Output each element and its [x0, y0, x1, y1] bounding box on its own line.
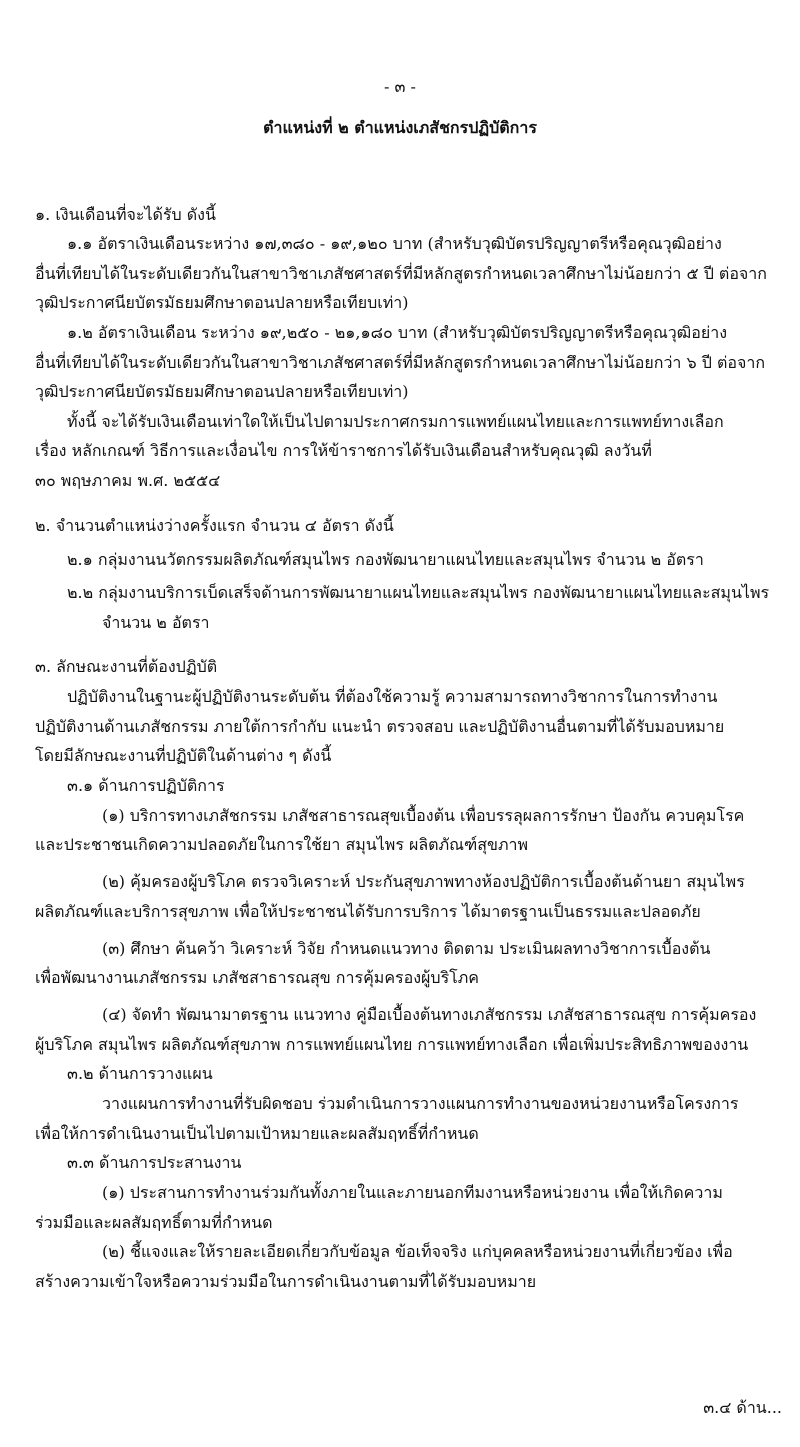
subsection-heading: ๓.๓ ด้านการประสานงาน: [67, 1153, 242, 1172]
section-3-heading: ๓. ลักษณะงานที่ต้องปฏิบัติ: [35, 657, 218, 676]
paragraph-line: สร้างความเข้าใจหรือความร่วมมือในการดำเนินงานตามที่ได้รับมอบหมาย: [35, 1272, 537, 1291]
paragraph-line: อื่นที่เทียบได้ในระดับเดียวกันในสาขาวิชาเภสัชศาสตร์ที่มีหลักสูตรกำหนดเวลาศึกษาไม่น้อยกว่า ๕ ปี ต่อจาก: [35, 264, 767, 283]
paragraph-line: (๒) คุ้มครองผู้บริโภค ตรวจวิเคราะห์ ประกันสุขภาพทางห้องปฏิบัติการเบื้องต้นด้านยา สมุนไพร: [102, 872, 745, 891]
page-title: ตำแหน่งที่ ๒ ตำแหน่งเภสัชกรปฏิบัติการ: [263, 118, 537, 137]
paragraph-line: โดยมีลักษณะงานที่ปฏิบัติในด้านต่าง ๆ ดังนี้: [35, 746, 332, 765]
paragraph-line: ๓๐ พฤษภาคม พ.ศ. ๒๕๕๔: [35, 471, 221, 490]
page-number: - ๓ -: [384, 77, 416, 96]
paragraph-line: (๑) บริการทางเภสัชกรรม เภสัชสาธารณสุขเบื้องต้น เพื่อบรรลุผลการรักษา ป้องกัน ควบคุมโรค: [102, 806, 745, 825]
paragraph-line: ๑.๒ อัตราเงินเดือน ระหว่าง ๑๙,๒๕๐ - ๒๑,๑๘๐ บาท (สำหรับวุฒิบัตรปริญญาตรีหรือคุณวุฒิอย่าง: [67, 323, 728, 342]
paragraph-line: ๒.๒ กลุ่มงานบริการเบ็ดเสร็จด้านการพัฒนายาแผนไทยและสมุนไพร กองพัฒนายาแผนไทยและสมุนไพร: [67, 583, 770, 602]
paragraph-line: เพื่อให้การดำเนินงานเป็นไปตามเป้าหมายและผลสัมฤทธิ์ที่กำหนด: [35, 1124, 479, 1143]
paragraph-line: เพื่อพัฒนางานเภสัชกรรม เภสัชสาธารณสุข การคุ้มครองผู้บริโภค: [35, 968, 479, 987]
section-2-heading: ๒. จำนวนตำแหน่งว่างครั้งแรก จำนวน ๔ อัตรา ดังนี้: [35, 516, 394, 535]
paragraph-line: วุฒิประกาศนียบัตรมัธยมศึกษาตอนปลายหรือเทียบเท่า): [35, 382, 409, 401]
paragraph-line: อื่นที่เทียบได้ในระดับเดียวกันในสาขาวิชาเภสัชศาสตร์ที่มีหลักสูตรกำหนดเวลาศึกษาไม่น้อยกว่า ๖ ปี ต่อจาก: [35, 353, 766, 372]
paragraph-line: ผลิตภัณฑ์และบริการสุขภาพ เพื่อให้ประชาชนได้รับการบริการ ได้มาตรฐานเป็นธรรมและปลอดภัย: [35, 902, 701, 921]
section-1-heading: ๑. เงินเดือนที่จะได้รับ ดังนี้: [35, 205, 216, 224]
paragraph-line: (๓) ศึกษา ค้นคว้า วิเคราะห์ วิจัย กำหนดแนวทาง ติดตาม ประเมินผลทางวิชาการเบื้องต้น: [102, 939, 711, 958]
subsection-heading: ๓.๒ ด้านการวางแผน: [67, 1064, 213, 1083]
paragraph-line: (๔) จัดทำ พัฒนามาตรฐาน แนวทาง คู่มือเบื้องต้นทางเภสัชกรรม เภสัชสาธารณสุข การคุ้มครอง: [102, 1005, 757, 1024]
paragraph-line: และประชาชนเกิดความปลอดภัยในการใช้ยา สมุนไพร ผลิตภัณฑ์สุขภาพ: [35, 835, 529, 854]
paragraph-line: (๑) ประสานการทำงานร่วมกันทั้งภายในและภายนอกทีมงานหรือหน่วยงาน เพื่อให้เกิดความ: [102, 1183, 723, 1202]
subsection-heading: ๓.๑ ด้านการปฏิบัติการ: [67, 776, 225, 795]
continuation-footer: ๓.๔ ด้าน...: [703, 1398, 782, 1417]
paragraph-line: เรื่อง หลักเกณฑ์ วิธีการและเงื่อนไข การให้ข้าราชการได้รับเงินเดือนสำหรับคุณวุฒิ ลงวันที่: [35, 441, 652, 460]
paragraph-line: ผู้บริโภค สมุนไพร ผลิตภัณฑ์สุขภาพ การแพทย์แผนไทย การแพทย์ทางเลือก เพื่อเพิ่มประสิทธิภาพของงาน: [35, 1035, 749, 1054]
paragraph-line: ปฏิบัติงานในฐานะผู้ปฏิบัติงานระดับต้น ที่ต้องใช้ความรู้ ความสามารถทางวิชาการในการทำงาน: [67, 687, 718, 706]
paragraph-line: วางแผนการทำงานที่รับผิดชอบ ร่วมดำเนินการวางแผนการทำงานของหน่วยงานหรือโครงการ: [102, 1094, 739, 1113]
paragraph-line: ๑.๑ อัตราเงินเดือนระหว่าง ๑๗,๓๘๐ - ๑๙,๑๒๐ บาท (สำหรับวุฒิบัตรปริญญาตรีหรือคุณวุฒิอย่าง: [67, 234, 722, 253]
paragraph-line: ร่วมมือและผลสัมฤทธิ์ตามที่กำหนด: [35, 1213, 273, 1232]
paragraph-line: จำนวน ๒ อัตรา: [102, 613, 210, 632]
paragraph-line: วุฒิประกาศนียบัตรมัธยมศึกษาตอนปลายหรือเทียบเท่า): [35, 293, 409, 312]
paragraph-line: ๒.๑ กลุ่มงานนวัตกรรมผลิตภัณฑ์สมุนไพร กองพัฒนายาแผนไทยและสมุนไพร จำนวน ๒ อัตรา: [67, 550, 704, 569]
paragraph-line: (๒) ชี้แจงและให้รายละเอียดเกี่ยวกับข้อมูล ข้อเท็จจริง แก่บุคคลหรือหน่วยงานที่เกี่ยวข้อง เพื่อ: [102, 1242, 733, 1261]
paragraph-line: ปฏิบัติงานด้านเภสัชกรรม ภายใต้การกำกับ แนะนำ ตรวจสอบ และปฏิบัติงานอื่นตามที่ได้รับมอบหมาย: [35, 717, 725, 736]
paragraph-line: ทั้งนี้ จะได้รับเงินเดือนเท่าใดให้เป็นไปตามประกาศกรมการแพทย์แผนไทยและการแพทย์ทางเลือก: [67, 412, 724, 431]
